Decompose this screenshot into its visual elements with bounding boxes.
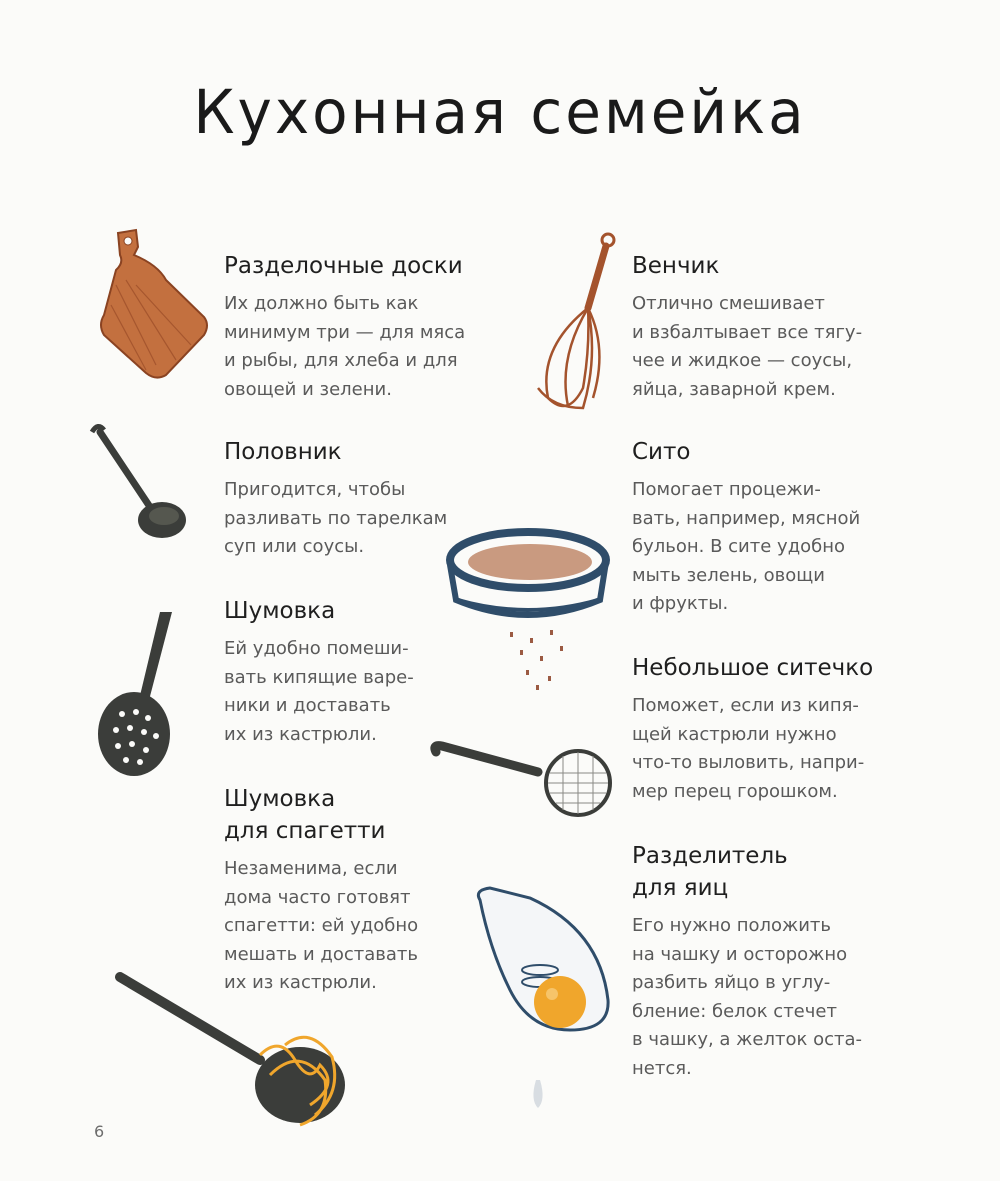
list-item: [224, 783, 494, 998]
item-text: Его нужно положить на чашку и осторожно разбить яйцо в углу- бление: белок стечет в чашку, а желток оста- нется.: [632, 915, 862, 1079]
list-item: [224, 595, 494, 749]
item-heading: Разделочные доски: [224, 253, 463, 279]
whisk-icon: [528, 228, 618, 418]
ladle-icon: [80, 420, 190, 550]
page-number: 6: [94, 1122, 105, 1141]
item-text: Ей удобно помеши- вать кипящие варе- ники и доставать их из кастрюли.: [224, 638, 414, 745]
list-item: [632, 652, 952, 806]
item-text: Их должно быть как минимум три — для мяса и рыбы, для хлеба и для овощей и зелени.: [224, 293, 466, 400]
item-text: Пригодится, чтобы разливать по тарелкам суп или соусы.: [224, 479, 448, 557]
item-heading: Разделитель для яиц: [632, 843, 788, 901]
list-item: [632, 436, 932, 619]
list-item: [632, 250, 932, 404]
item-text: Помогает процежи- вать, например, мясной бульон. В сите удобно мыть зелень, овощи и фрукты.: [632, 479, 861, 614]
page-title: Кухонная семейка: [193, 76, 807, 148]
item-text: Отлично смешивает и взбалтывает все тягу- чее и жидкое — соусы, яйца, заварной крем.: [632, 293, 863, 400]
item-heading: Шумовка для спагетти: [224, 786, 386, 844]
cutting-board-icon: [96, 225, 216, 385]
item-heading: Половник: [224, 439, 342, 465]
list-item: [632, 840, 932, 1083]
item-heading: Небольшое ситечко: [632, 655, 874, 681]
item-text: Поможет, если из кипя- щей кастрюли нужно что-то выловить, напри- мер перец горошком.: [632, 695, 865, 802]
list-item: [224, 250, 494, 404]
skimmer-icon: [90, 604, 200, 784]
item-heading: Венчик: [632, 253, 720, 279]
item-heading: Шумовка: [224, 598, 336, 624]
item-text: Незаменима, если дома часто готовят спагетти: ей удобно мешать и доставать их из кастрюли.: [224, 858, 419, 993]
item-heading: Сито: [632, 439, 691, 465]
list-item: [224, 436, 494, 562]
